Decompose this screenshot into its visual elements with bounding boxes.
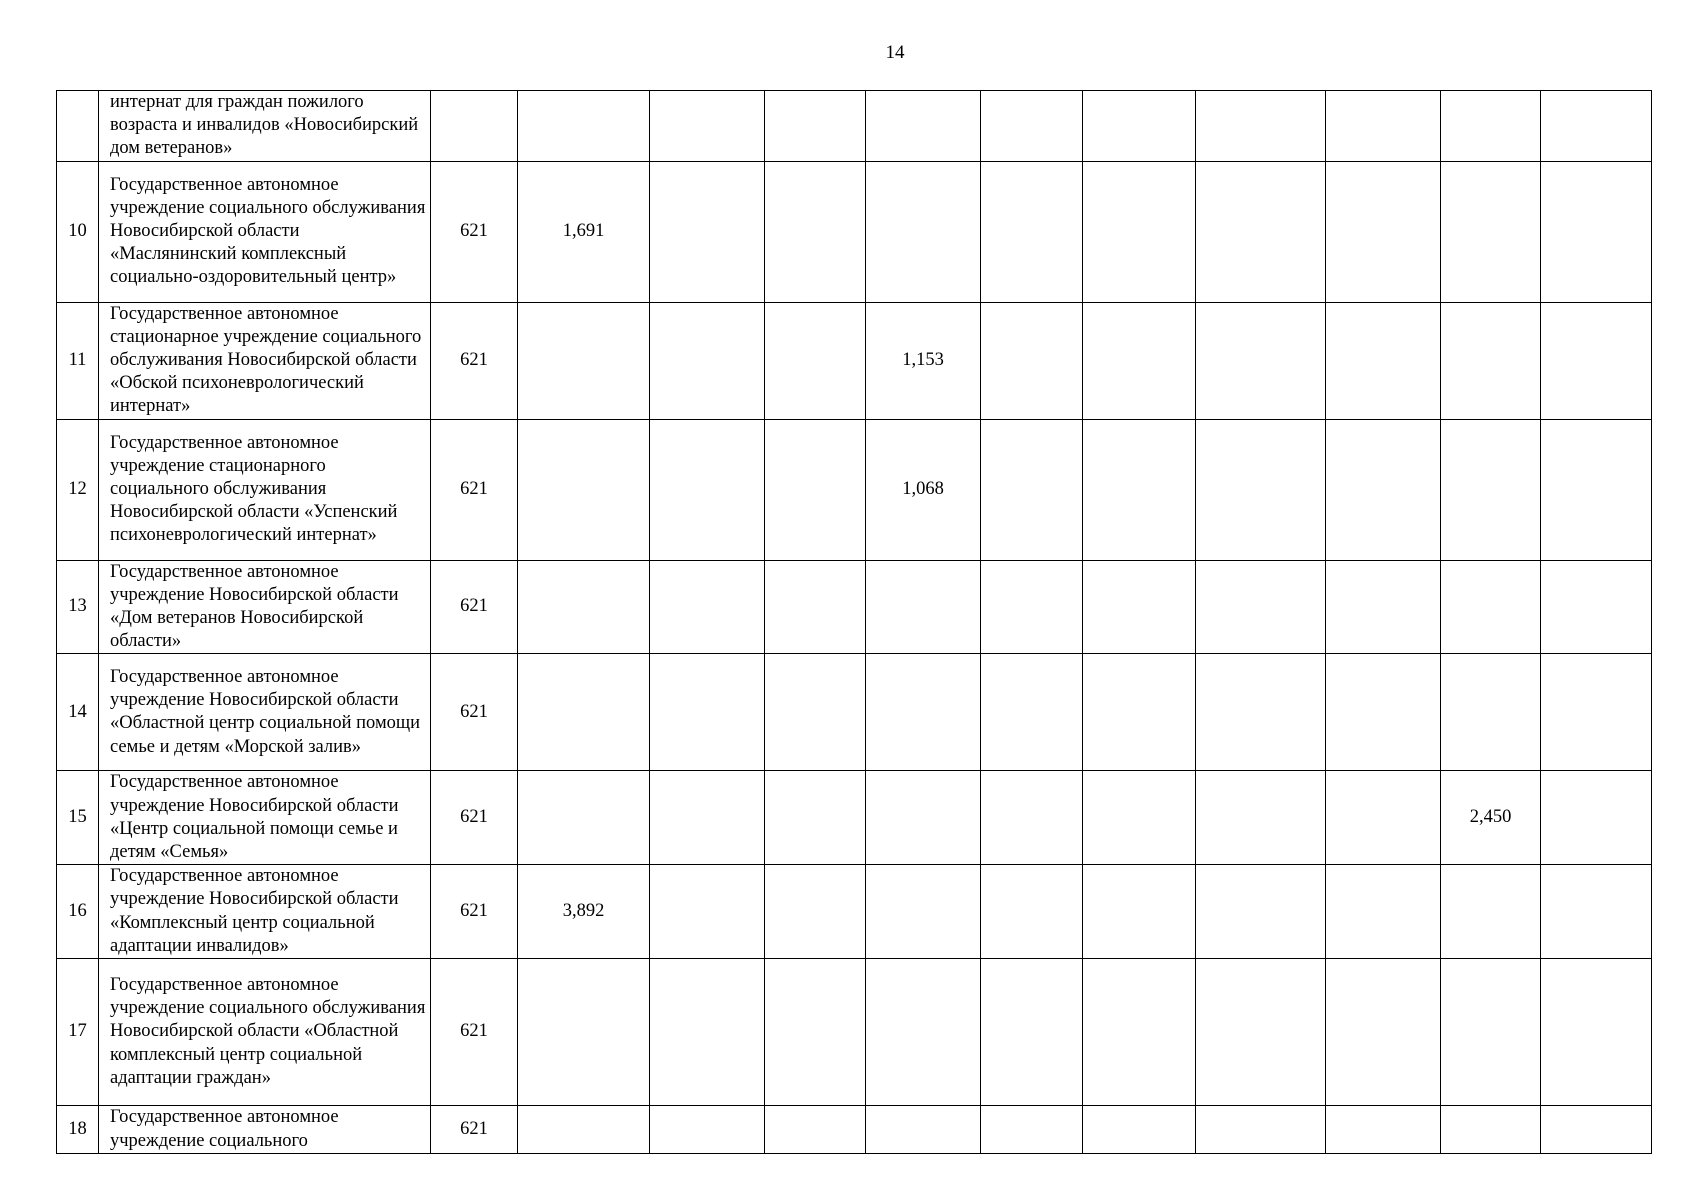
row-number-cell: 16 xyxy=(57,865,99,959)
value-cell xyxy=(650,161,765,302)
value-cell xyxy=(981,302,1083,419)
value-cell xyxy=(765,959,866,1106)
value-cell xyxy=(1541,560,1652,654)
value-cell xyxy=(650,865,765,959)
value-cell: 3,892 xyxy=(518,865,650,959)
value-cell xyxy=(1083,959,1196,1106)
value-cell xyxy=(1196,302,1326,419)
value-cell xyxy=(518,302,650,419)
value-cell xyxy=(650,302,765,419)
value-cell xyxy=(518,560,650,654)
value-cell xyxy=(1541,91,1652,162)
value-cell xyxy=(1541,161,1652,302)
value-cell xyxy=(1441,654,1541,771)
value-cell xyxy=(866,91,981,162)
institution-name-cell: Государственное автономное стационарное учреждение социального обслуживания Новосибирской области «Обской психоневрологический интернат» xyxy=(99,302,431,419)
value-cell xyxy=(1083,91,1196,162)
value-cell xyxy=(1441,560,1541,654)
value-cell xyxy=(866,161,981,302)
row-number-cell: 15 xyxy=(57,771,99,865)
value-cell xyxy=(1196,654,1326,771)
code-cell: 621 xyxy=(431,865,518,959)
value-cell xyxy=(765,1106,866,1154)
value-cell xyxy=(981,560,1083,654)
value-cell xyxy=(765,91,866,162)
row-number-cell: 14 xyxy=(57,654,99,771)
code-cell: 621 xyxy=(431,1106,518,1154)
value-cell xyxy=(1083,1106,1196,1154)
table-row xyxy=(57,302,1652,419)
value-cell xyxy=(1326,161,1441,302)
value-cell xyxy=(518,91,650,162)
table-row xyxy=(57,161,1652,302)
value-cell xyxy=(1326,91,1441,162)
value-cell xyxy=(1541,419,1652,560)
value-cell xyxy=(1196,419,1326,560)
value-cell xyxy=(1083,161,1196,302)
institution-name-cell: Государственное автономное учреждение Новосибирской области «Дом ветеранов Новосибирской области» xyxy=(99,560,431,654)
value-cell xyxy=(981,654,1083,771)
value-cell xyxy=(518,419,650,560)
value-cell xyxy=(1326,302,1441,419)
value-cell xyxy=(1083,654,1196,771)
value-cell xyxy=(1441,302,1541,419)
value-cell xyxy=(866,959,981,1106)
value-cell xyxy=(650,771,765,865)
table-row xyxy=(57,865,1652,959)
code-cell: 621 xyxy=(431,302,518,419)
value-cell xyxy=(650,1106,765,1154)
institution-name-cell: Государственное автономное учреждение социального обслуживания Новосибирской области «Маслянинский комплексный социально-оздоровительный центр» xyxy=(99,161,431,302)
value-cell xyxy=(1441,419,1541,560)
value-cell xyxy=(1196,161,1326,302)
data-table xyxy=(56,90,1652,1154)
value-cell xyxy=(981,865,1083,959)
value-cell xyxy=(866,1106,981,1154)
table-row xyxy=(57,419,1652,560)
value-cell xyxy=(866,771,981,865)
value-cell: 1,153 xyxy=(866,302,981,419)
value-cell xyxy=(866,560,981,654)
value-cell xyxy=(765,865,866,959)
table-row xyxy=(57,959,1652,1106)
value-cell xyxy=(1083,302,1196,419)
value-cell xyxy=(1441,865,1541,959)
value-cell xyxy=(518,1106,650,1154)
value-cell xyxy=(1326,419,1441,560)
code-cell xyxy=(431,91,518,162)
value-cell xyxy=(765,654,866,771)
value-cell xyxy=(650,560,765,654)
row-number-cell: 10 xyxy=(57,161,99,302)
code-cell: 621 xyxy=(431,161,518,302)
value-cell xyxy=(1326,771,1441,865)
code-cell: 621 xyxy=(431,654,518,771)
row-number-cell: 18 xyxy=(57,1106,99,1154)
row-number-cell: 12 xyxy=(57,419,99,560)
row-number-cell: 11 xyxy=(57,302,99,419)
value-cell xyxy=(1196,1106,1326,1154)
value-cell xyxy=(1083,560,1196,654)
table-row xyxy=(57,1106,1652,1154)
institution-name-cell: Государственное автономное учреждение стационарного социального обслуживания Новосибирской области «Успенский психоневрологический интернат» xyxy=(99,419,431,560)
table-body xyxy=(57,91,1652,1154)
value-cell: 1,068 xyxy=(866,419,981,560)
value-cell xyxy=(1541,865,1652,959)
page-number: 14 xyxy=(885,42,905,63)
value-cell: 1,691 xyxy=(518,161,650,302)
value-cell xyxy=(1083,419,1196,560)
value-cell xyxy=(1196,959,1326,1106)
value-cell xyxy=(650,419,765,560)
value-cell xyxy=(1326,1106,1441,1154)
table-row xyxy=(57,91,1652,162)
value-cell xyxy=(1441,91,1541,162)
value-cell xyxy=(765,161,866,302)
value-cell: 2,450 xyxy=(1441,771,1541,865)
code-cell: 621 xyxy=(431,560,518,654)
value-cell xyxy=(1541,959,1652,1106)
value-cell xyxy=(981,91,1083,162)
code-cell: 621 xyxy=(431,419,518,560)
value-cell xyxy=(650,91,765,162)
value-cell xyxy=(1441,1106,1541,1154)
value-cell xyxy=(1326,654,1441,771)
row-number-cell: 13 xyxy=(57,560,99,654)
table-row xyxy=(57,654,1652,771)
value-cell xyxy=(1441,959,1541,1106)
value-cell xyxy=(650,654,765,771)
value-cell xyxy=(1541,302,1652,419)
value-cell xyxy=(981,771,1083,865)
value-cell xyxy=(1326,959,1441,1106)
value-cell xyxy=(981,959,1083,1106)
code-cell: 621 xyxy=(431,959,518,1106)
value-cell xyxy=(1083,771,1196,865)
value-cell xyxy=(1196,771,1326,865)
row-number-cell: 17 xyxy=(57,959,99,1106)
value-cell xyxy=(765,771,866,865)
row-number-cell xyxy=(57,91,99,162)
value-cell xyxy=(518,771,650,865)
value-cell xyxy=(981,161,1083,302)
value-cell xyxy=(1083,865,1196,959)
value-cell xyxy=(981,1106,1083,1154)
value-cell xyxy=(866,654,981,771)
institution-name-cell: Государственное автономное учреждение Новосибирской области «Центр социальной помощи семье и детям «Семья» xyxy=(99,771,431,865)
value-cell xyxy=(1326,865,1441,959)
code-cell: 621 xyxy=(431,771,518,865)
table-row xyxy=(57,771,1652,865)
institution-name-cell: Государственное автономное учреждение социального обслуживания Новосибирской области «Областной комплексный центр социальной адаптации граждан» xyxy=(99,959,431,1106)
value-cell xyxy=(1441,161,1541,302)
institution-name-cell: Государственное автономное учреждение Новосибирской области «Областной центр социальной помощи семье и детям «Морской залив» xyxy=(99,654,431,771)
value-cell xyxy=(765,302,866,419)
value-cell xyxy=(1196,865,1326,959)
value-cell xyxy=(765,419,866,560)
institution-name-cell: Государственное автономное учреждение социального xyxy=(99,1106,431,1154)
value-cell xyxy=(1196,91,1326,162)
value-cell xyxy=(1326,560,1441,654)
value-cell xyxy=(765,560,866,654)
value-cell xyxy=(1541,654,1652,771)
value-cell xyxy=(981,419,1083,560)
institution-name-cell: Государственное автономное учреждение Новосибирской области «Комплексный центр социальной адаптации инвалидов» xyxy=(99,865,431,959)
value-cell xyxy=(1541,1106,1652,1154)
value-cell xyxy=(1541,771,1652,865)
institution-name-cell: интернат для граждан пожилого возраста и инвалидов «Новосибирский дом ветеранов» xyxy=(99,91,431,162)
value-cell xyxy=(518,959,650,1106)
table-row xyxy=(57,560,1652,654)
value-cell xyxy=(518,654,650,771)
value-cell xyxy=(650,959,765,1106)
value-cell xyxy=(866,865,981,959)
value-cell xyxy=(1196,560,1326,654)
